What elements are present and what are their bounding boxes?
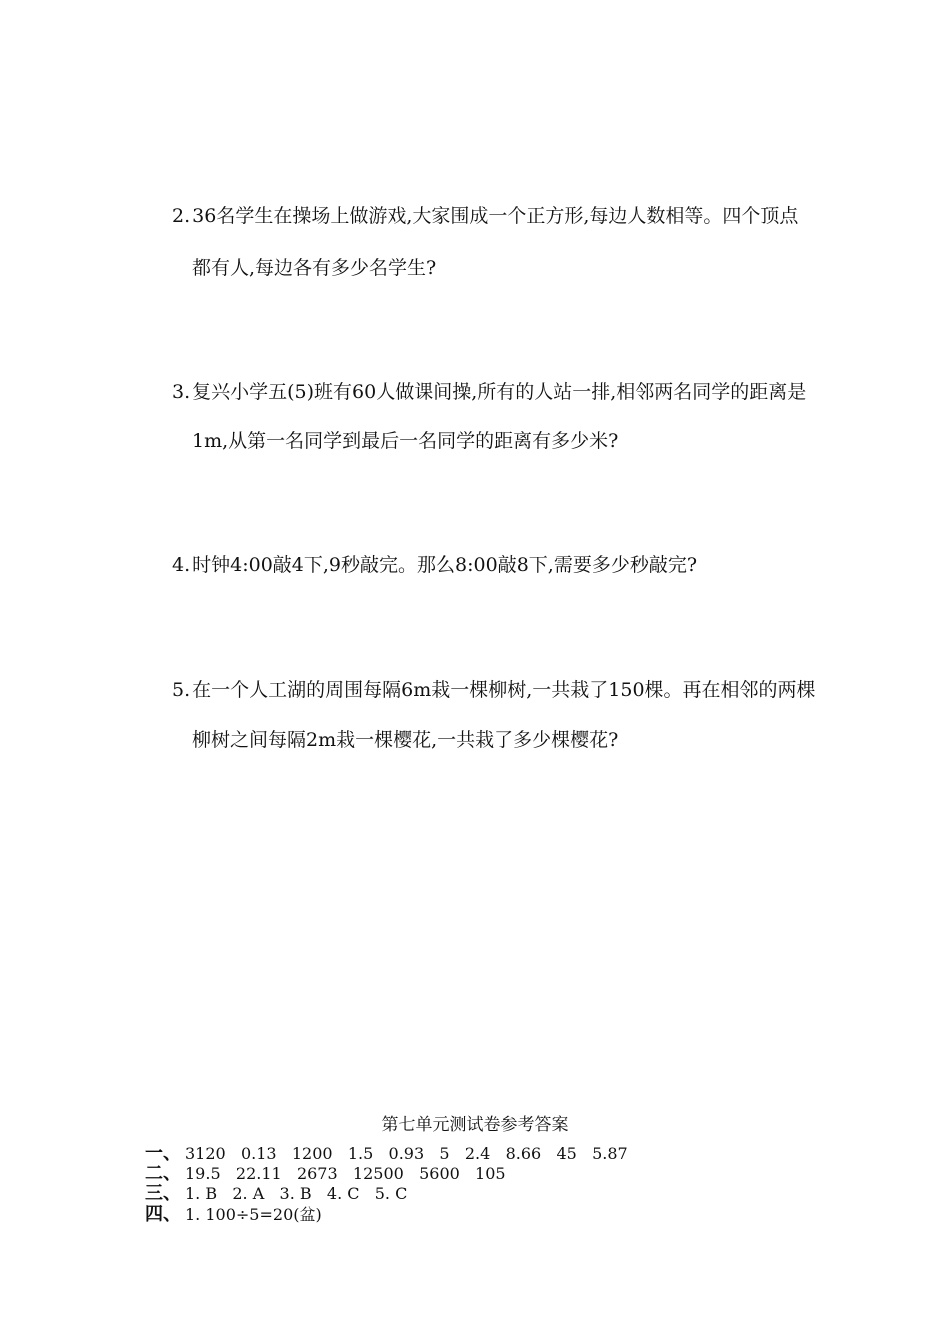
answer-section-3 [145, 1184, 407, 1204]
problem-number: 5. [172, 679, 191, 701]
problem-5-line-2: 柳树之间每隔2m栽一棵樱花,一共栽了多少棵樱花? [192, 729, 619, 751]
problem-3-line-2: 1m,从第一名同学到最后一名同学的距离有多少米? [192, 430, 619, 452]
section-mark: 二、 [145, 1163, 181, 1184]
problem-number: 3. [172, 381, 191, 403]
problem-text: 在一个人工湖的周围每隔6m栽一棵柳树,一共栽了150棵。再在相邻的两棵 [192, 679, 816, 701]
section-answers: 1. B 2. A 3. B 4. C 5. C [185, 1184, 408, 1203]
problem-number: 4. [172, 554, 191, 576]
problem-text: 时钟4:00敲4下,9秒敲完。那么8:00敲8下,需要多少秒敲完? [192, 554, 698, 576]
answer-section-1 [145, 1144, 628, 1164]
problem-2-line-1 [172, 203, 798, 229]
section-mark: 三、 [145, 1183, 181, 1204]
section-answers: 19.5 22.11 2673 12500 5600 105 [185, 1164, 506, 1183]
problem-3-line-1 [172, 379, 806, 405]
section-mark: 四、 [145, 1204, 181, 1225]
section-mark: 一、 [145, 1143, 181, 1164]
problem-text: 复兴小学五(5)班有60人做课间操,所有的人站一排,相邻两名同学的距离是 [192, 381, 807, 403]
answer-key-title: 第七单元测试卷参考答案 [381, 1115, 569, 1135]
section-answers: 3120 0.13 1200 1.5 0.93 5 2.4 8.66 45 5.87 [185, 1144, 628, 1163]
answer-section-2 [145, 1164, 506, 1184]
problem-4-line-1 [172, 552, 697, 578]
answer-section-4 [145, 1205, 322, 1225]
problem-number: 2. [172, 205, 191, 227]
problem-text: 36名学生在操场上做游戏,大家围成一个正方形,每边人数相等。四个顶点 [192, 205, 799, 227]
section-answers: 1. 100÷5=20(盆) [185, 1205, 322, 1224]
problem-5-line-1 [172, 677, 816, 703]
problem-2-line-2: 都有人,每边各有多少名学生? [192, 257, 437, 279]
